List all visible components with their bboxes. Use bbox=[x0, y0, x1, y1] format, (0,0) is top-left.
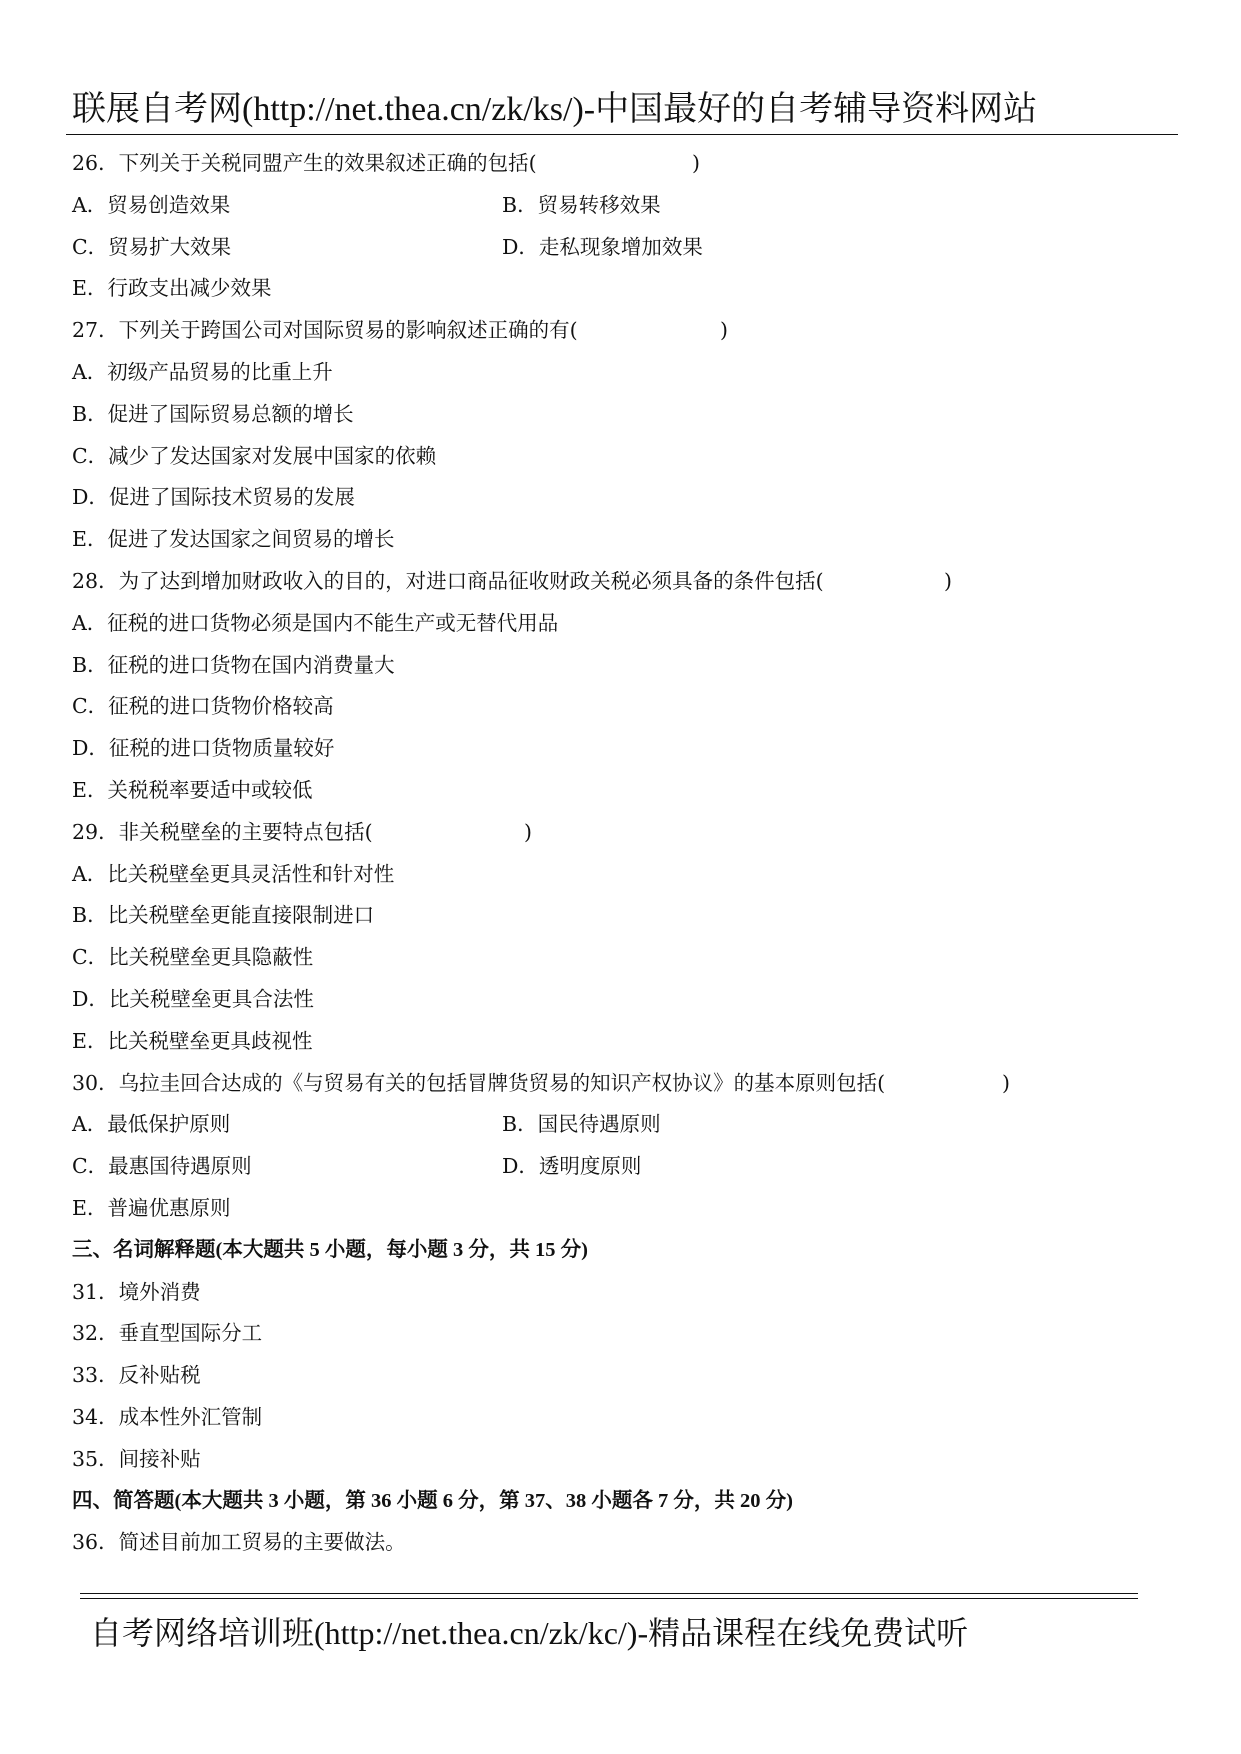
option-row bbox=[72, 1109, 1172, 1151]
option-row bbox=[72, 232, 1172, 274]
question-28-stem bbox=[72, 566, 1172, 608]
footer-divider bbox=[80, 1593, 1138, 1599]
option-row bbox=[72, 942, 1172, 984]
term-item: 32．垂直型国际分工 bbox=[72, 1321, 263, 1346]
answer-paren-close: ) bbox=[720, 318, 728, 343]
option-e: E．促进了发达国家之间贸易的增长 bbox=[72, 527, 395, 552]
answer-paren-close: ) bbox=[692, 151, 700, 175]
option-row bbox=[72, 608, 1172, 650]
answer-paren-close: ) bbox=[524, 819, 532, 844]
option-row bbox=[72, 399, 1172, 441]
question-26-stem bbox=[72, 148, 1172, 190]
term-item: 31．境外消费 bbox=[72, 1279, 201, 1304]
option-b: B．国民待遇原则 bbox=[502, 1112, 661, 1137]
option-b: B．贸易转移效果 bbox=[502, 192, 661, 217]
option-d: D．比关税壁垒更具合法性 bbox=[72, 986, 314, 1011]
answer-paren-close: ) bbox=[1002, 1070, 1010, 1095]
option-b: B．征税的进口货物在国内消费量大 bbox=[72, 652, 395, 677]
option-a: A．比关税壁垒更具灵活性和针对性 bbox=[72, 861, 395, 886]
exam-content bbox=[72, 148, 1172, 1569]
option-d: D．透明度原则 bbox=[502, 1154, 642, 1179]
short-answer-item: 36．简述目前加工贸易的主要做法。 bbox=[72, 1530, 406, 1555]
page-header: 联展自考网(http://net.thea.cn/zk/ks/)-中国最好的自考辅导资料网站 bbox=[72, 91, 1038, 128]
question-stem-text: 27．下列关于跨国公司对国际贸易的影响叙述正确的有( bbox=[72, 318, 578, 343]
page-footer: 自考网络培训班(http://net.thea.cn/zk/kc/)-精品课程在线免费试听 bbox=[90, 1615, 969, 1651]
option-c: C．比关税壁垒更具隐蔽性 bbox=[72, 945, 314, 970]
answer-paren-close: ) bbox=[944, 568, 952, 593]
option-e: E．关税税率要适中或较低 bbox=[72, 777, 313, 802]
option-row bbox=[72, 650, 1172, 692]
question-30-stem bbox=[72, 1068, 1172, 1110]
option-b: B．促进了国际贸易总额的增长 bbox=[72, 401, 354, 426]
option-e: E．普遍优惠原则 bbox=[72, 1195, 231, 1220]
option-row bbox=[72, 441, 1172, 483]
section-3-heading: 三、名词解释题(本大题共 5 小题，每小题 3 分，共 15 分) bbox=[72, 1238, 588, 1261]
option-row bbox=[72, 357, 1172, 399]
option-a: A．最低保护原则 bbox=[72, 1112, 231, 1137]
option-row bbox=[72, 691, 1172, 733]
term-item: 35．间接补贴 bbox=[72, 1446, 201, 1471]
option-e: E．比关税壁垒更具歧视性 bbox=[72, 1028, 313, 1053]
option-b: B．比关税壁垒更能直接限制进口 bbox=[72, 903, 375, 928]
option-a: A．征税的进口货物必须是国内不能生产或无替代用品 bbox=[72, 610, 559, 635]
option-d: D．走私现象增加效果 bbox=[502, 234, 703, 259]
option-a: A．初级产品贸易的比重上升 bbox=[72, 359, 333, 384]
question-stem-text: 26．下列关于关税同盟产生的效果叙述正确的包括( bbox=[72, 151, 537, 175]
section-4-heading: 四、简答题(本大题共 3 小题，第 36 小题 6 分，第 37、38 小题各 7 分，共 20 分) bbox=[72, 1489, 793, 1512]
question-27-stem bbox=[72, 315, 1172, 357]
question-stem-text: 28．为了达到增加财政收入的目的，对进口商品征收财政关税必须具备的条件包括( bbox=[72, 568, 824, 593]
option-row bbox=[72, 273, 1172, 315]
option-row bbox=[72, 482, 1172, 524]
option-row bbox=[72, 524, 1172, 566]
option-row bbox=[72, 190, 1172, 232]
question-29-stem bbox=[72, 817, 1172, 859]
option-d: D．促进了国际技术贸易的发展 bbox=[72, 485, 355, 510]
option-row bbox=[72, 1151, 1172, 1193]
option-c: C．减少了发达国家对发展中国家的依赖 bbox=[72, 443, 437, 468]
option-a: A．贸易创造效果 bbox=[72, 192, 231, 217]
option-row bbox=[72, 900, 1172, 942]
term-item: 33．反补贴税 bbox=[72, 1363, 201, 1388]
question-stem-text: 30．乌拉圭回合达成的《与贸易有关的包括冒牌货贸易的知识产权协议》的基本原则包括( bbox=[72, 1070, 886, 1095]
option-d: D．征税的进口货物质量较好 bbox=[72, 736, 335, 761]
option-row bbox=[72, 1026, 1172, 1068]
option-row bbox=[72, 775, 1172, 817]
header-divider bbox=[66, 134, 1178, 135]
option-row bbox=[72, 1193, 1172, 1235]
option-row bbox=[72, 733, 1172, 775]
term-item: 34．成本性外汇管制 bbox=[72, 1404, 263, 1429]
option-c: C．贸易扩大效果 bbox=[72, 234, 232, 259]
option-c: C．征税的进口货物价格较高 bbox=[72, 694, 334, 719]
option-e: E．行政支出减少效果 bbox=[72, 276, 272, 301]
question-stem-text: 29．非关税壁垒的主要特点包括( bbox=[72, 819, 373, 844]
option-c: C．最惠国待遇原则 bbox=[72, 1154, 252, 1179]
option-row bbox=[72, 984, 1172, 1026]
option-row bbox=[72, 859, 1172, 901]
